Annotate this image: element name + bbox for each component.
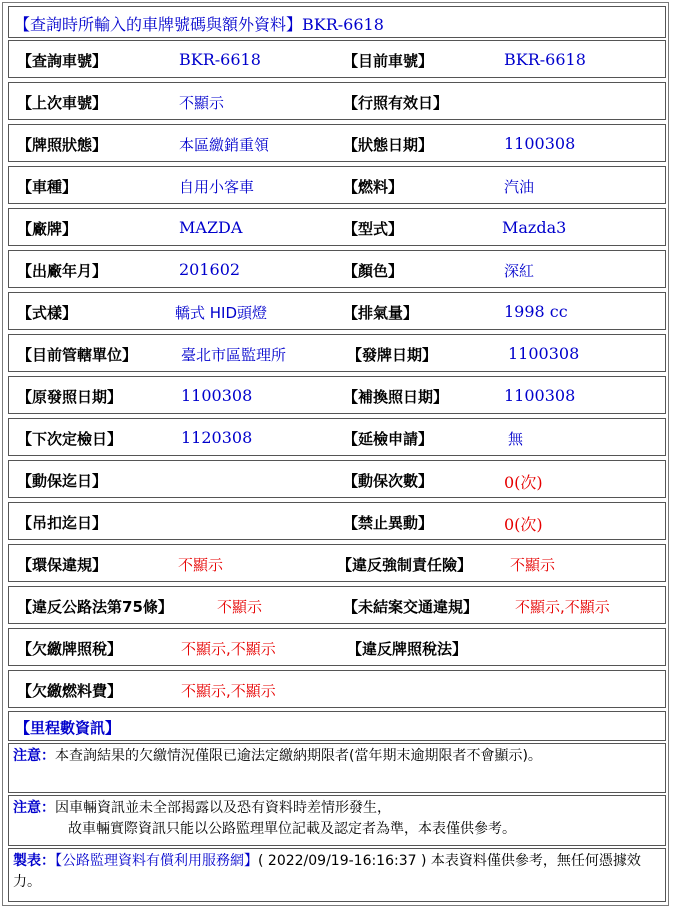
field-value: 201602 <box>179 260 241 279</box>
field-label: 【目前管轄單位】 <box>17 346 138 364</box>
field-label: 【車種】 <box>17 178 78 196</box>
query-header-text <box>14 12 384 35</box>
note-line: 故車輛實際資訊只能以公路監理單位記載及認定者為準，本表僅供參考。 <box>68 821 516 837</box>
field-label: 【燃料】 <box>343 178 404 196</box>
field-label: 【欠繳牌照稅】 <box>17 640 123 658</box>
info-row <box>8 670 666 708</box>
field-label: 【欠繳燃料費】 <box>17 682 123 700</box>
info-row <box>8 628 666 666</box>
field-value: 不顯示 <box>179 94 225 112</box>
note-text: ( 2022/09/19-16:16:37 ) 本表資料僅供參考，無任何憑據效力。 <box>13 853 641 890</box>
field-value: BKR-6618 <box>504 50 586 69</box>
field-value: 1100308 <box>504 386 576 405</box>
note-text: 因車輛資訊並未全部揭露以及恐有資料時差情形發生， <box>55 800 391 816</box>
field-value: 不顯示 <box>217 598 263 616</box>
field-value: 0(次) <box>504 515 543 534</box>
field-label: 【禁止異動】 <box>343 514 434 532</box>
field-label: 【式樣】 <box>17 304 78 322</box>
field-label: 【吊扣迄日】 <box>17 514 108 532</box>
source-name: 【公路監理資料有償利用服務網】 <box>55 853 258 869</box>
field-label: 【發牌日期】 <box>347 346 438 364</box>
field-value: 自用小客車 <box>179 178 255 196</box>
field-value: 1998 cc <box>504 302 568 321</box>
field-value: 本區繳銷重領 <box>179 136 270 154</box>
query-header-plate: BKR-6618 <box>302 15 384 34</box>
field-label: 【廠牌】 <box>17 220 78 238</box>
field-label: 【目前車號】 <box>343 52 434 70</box>
field-label: 【查詢車號】 <box>17 52 108 70</box>
field-label: 【排氣量】 <box>343 304 419 322</box>
query-header-label: 【查詢時所輸入的車牌號碼與額外資料】 <box>14 15 303 34</box>
field-value: 轎式 HID頭燈 <box>175 304 268 322</box>
field-value: 1100308 <box>504 134 576 153</box>
field-label: 【動保迄日】 <box>17 472 108 490</box>
field-label: 【顏色】 <box>343 262 404 280</box>
field-value: 無 <box>508 430 524 448</box>
field-value: 0(次) <box>504 473 543 492</box>
info-row <box>8 250 666 288</box>
field-label: 【延檢申請】 <box>343 430 434 448</box>
query-header <box>8 6 666 38</box>
field-value: 不顯示,不顯示 <box>181 682 276 700</box>
note-text: 本查詢結果的欠繳情況僅限已逾法定繳納期限者(當年期末逾期限者不會顯示)。 <box>55 748 542 764</box>
field-label: 【牌照狀態】 <box>17 136 108 154</box>
field-label: 【上次車號】 <box>17 94 108 112</box>
field-value: Mazda3 <box>502 218 567 237</box>
info-row <box>8 208 666 246</box>
note-line <box>13 798 661 819</box>
mileage-section <box>8 711 666 741</box>
field-value: 1100308 <box>508 344 580 363</box>
field-value: 不顯示 <box>510 556 556 574</box>
info-row <box>8 124 666 162</box>
info-row <box>8 40 666 78</box>
field-label: 【下次定檢日】 <box>17 430 123 448</box>
field-label: 【未結案交通違規】 <box>343 598 479 616</box>
note-key: 注意： <box>13 748 55 764</box>
field-label: 【違反牌照稅法】 <box>347 640 468 658</box>
note-disclaimer <box>8 795 666 846</box>
info-row <box>8 166 666 204</box>
field-value: BKR-6618 <box>179 50 261 69</box>
field-value: 臺北市區監理所 <box>181 346 287 364</box>
info-row <box>8 376 666 414</box>
note-key: 注意： <box>13 800 55 816</box>
field-value: MAZDA <box>179 218 243 237</box>
field-value: 不顯示 <box>178 556 224 574</box>
field-value: 深紅 <box>504 262 535 280</box>
field-label: 【行照有效日】 <box>343 94 449 112</box>
note-key: 製表： <box>13 853 55 869</box>
field-value: 1120308 <box>181 428 253 447</box>
info-row <box>8 544 666 582</box>
info-row <box>8 82 666 120</box>
info-row <box>8 460 666 498</box>
note-source <box>8 848 666 902</box>
field-label: 【型式】 <box>343 220 404 238</box>
field-value: 汽油 <box>504 178 535 196</box>
field-label: 【狀態日期】 <box>343 136 434 154</box>
info-row <box>8 586 666 624</box>
field-label: 【違反強制責任險】 <box>337 556 473 574</box>
field-label: 【補換照日期】 <box>343 388 449 406</box>
info-row <box>8 334 666 372</box>
field-label: 【違反公路法第75條】 <box>17 598 173 616</box>
field-value: 不顯示,不顯示 <box>181 640 276 658</box>
field-label: 【原發照日期】 <box>17 388 123 406</box>
field-label: 【環保違規】 <box>17 556 108 574</box>
field-value: 不顯示,不顯示 <box>515 598 610 616</box>
field-value: 1100308 <box>181 386 253 405</box>
note-arrears <box>8 743 666 793</box>
info-row <box>8 292 666 330</box>
info-row <box>8 502 666 540</box>
mileage-title: 【里程數資訊】 <box>15 719 121 737</box>
info-row <box>8 418 666 456</box>
field-label: 【出廠年月】 <box>17 262 108 280</box>
field-label: 【動保次數】 <box>343 472 434 490</box>
